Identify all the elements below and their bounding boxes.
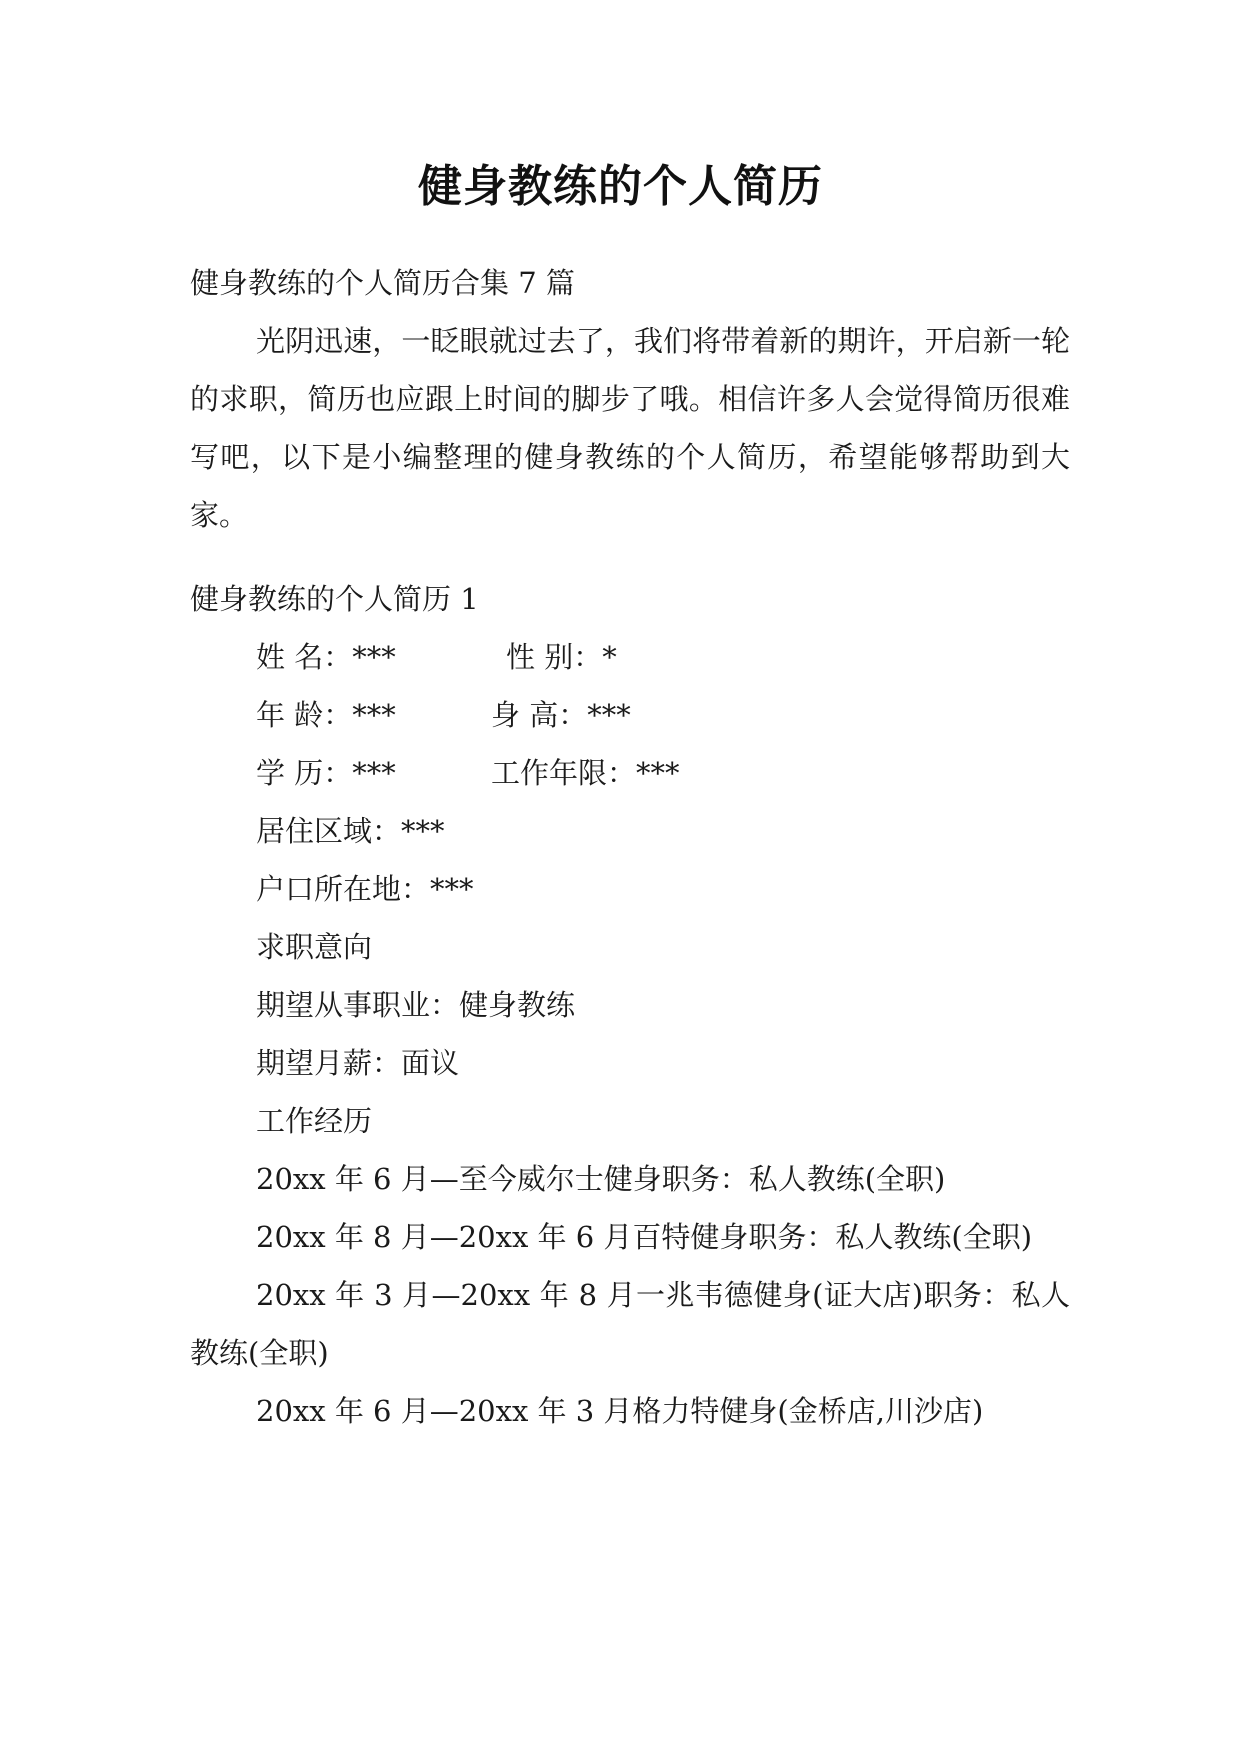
work-history-heading: 工作经历 (256, 1104, 373, 1138)
field-row-education-years (190, 744, 1070, 802)
job-intent-heading: 求职意向 (256, 930, 373, 964)
expected-job: 期望从事职业：健身教练 (256, 988, 576, 1022)
document-body (190, 254, 1070, 544)
field-row-name-gender (190, 628, 1070, 686)
section-heading: 健身教练的个人简历 1 (190, 582, 479, 616)
field-row-residence (190, 802, 1070, 860)
field-residence: 居住区域：*** (256, 814, 445, 848)
field-gender: 性 别：* (506, 640, 617, 674)
resume-section-1 (190, 570, 1070, 1440)
work-history-item: 20xx 年 6 月—至今威尔士健身职务：私人教练(全职) (256, 1162, 946, 1196)
field-age: 年 龄：*** (256, 698, 396, 732)
field-education: 学 历：*** (256, 756, 396, 790)
field-row-age-height (190, 686, 1070, 744)
work-history-item: 20xx 年 8 月—20xx 年 6 月百特健身职务：私人教练(全职) (256, 1220, 1033, 1254)
work-history-item: 20xx 年 3 月—20xx 年 8 月一兆韦德健身(证大店)职务：私人教练(全职) (190, 1278, 1070, 1370)
work-history-item: 20xx 年 6 月—20xx 年 3 月格力特健身(金桥店,川沙店) (256, 1394, 984, 1428)
expected-salary: 期望月薪：面议 (256, 1046, 460, 1080)
field-name: 姓 名：*** (256, 640, 396, 674)
field-row-hukou (190, 860, 1070, 918)
document-title: 健身教练的个人简历 (418, 161, 823, 212)
intro-paragraph: 光阴迅速，一眨眼就过去了，我们将带着新的期许，开启新一轮的求职，简历也应跟上时间的脚步了哦。相信许多人会觉得简历很难写吧，以下是小编整理的健身教练的个人简历，希望能够帮助到大家。 (190, 324, 1070, 532)
field-height: 身 高：*** (491, 698, 631, 732)
document-subtitle: 健身教练的个人简历合集 7 篇 (190, 266, 575, 300)
field-hukou: 户口所在地：*** (256, 872, 474, 906)
field-work-years: 工作年限：*** (491, 756, 680, 790)
